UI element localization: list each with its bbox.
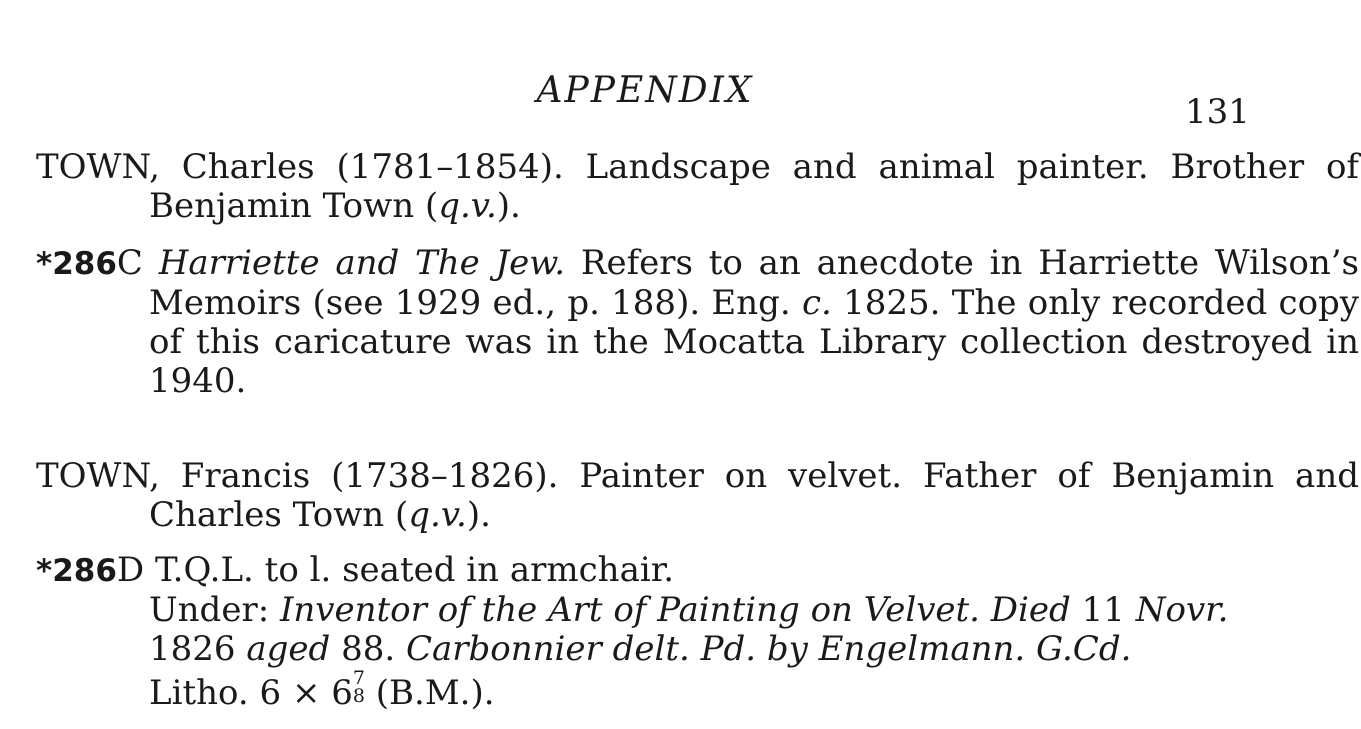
item-location: (B.M.).	[364, 673, 495, 713]
fraction-numerator: 7	[352, 667, 365, 689]
inscription-day: 11	[1070, 590, 1136, 630]
inscription-aged: aged	[246, 629, 331, 669]
item-description-tail: 1825. The only recorded copy of this caricature was in the Mocatta Library collection destroyed in 1940.	[149, 283, 1360, 401]
catalogue-item-286d	[36, 551, 1246, 713]
item-description: Refers to an anecdote in Harriette Wilson’s Memoirs (see 1929 ed., p. 188). Eng.	[149, 243, 1359, 323]
catalogue-number: *286	[36, 553, 117, 589]
artist-entry-francis-town	[36, 457, 1359, 535]
under-label: Under:	[149, 590, 280, 630]
inscription-month: Novr.	[1135, 590, 1229, 630]
item-first-line	[36, 551, 1246, 591]
artist-description: , Francis (1738–1826). Painter on velvet. Father of Benjamin and Charles Town (	[149, 456, 1359, 535]
inscription-age: 88.	[330, 629, 406, 669]
cross-reference: q.v.	[408, 495, 467, 535]
artist-description-tail: ).	[496, 186, 521, 226]
catalogue-item-286c	[36, 244, 1359, 401]
size-fraction	[353, 669, 365, 705]
inscription-text: Inventor of the Art of Painting on Velvet. Died	[279, 590, 1071, 630]
inscription-year: 1826	[149, 629, 247, 669]
item-inscription	[36, 591, 1246, 713]
artist-description: , Charles (1781–1854). Landscape and animal painter. Brother of Benjamin Town (	[149, 147, 1359, 226]
artist-surname: TOWN	[36, 147, 150, 187]
artist-description-tail: ).	[466, 495, 491, 535]
catalogue-suffix: D	[116, 550, 145, 590]
catalogue-suffix: C	[116, 243, 143, 283]
page-number: 131	[1185, 92, 1250, 132]
item-title: Harriette and The Jew.	[158, 243, 566, 283]
circa-abbrev: c.	[802, 283, 832, 323]
running-head-title: APPENDIX	[536, 70, 754, 111]
artist-surname: TOWN	[36, 456, 150, 496]
catalogue-number: *286	[36, 246, 117, 282]
fraction-denominator: 8	[352, 685, 365, 707]
medium-and-size: Litho. 6 × 6	[149, 673, 353, 713]
artist-entry-charles-town	[36, 148, 1359, 226]
item-description: T.Q.L. to l. seated in armchair.	[155, 550, 675, 590]
inscription-credits: Carbonnier delt. Pd. by Engelmann. G.Cd.	[405, 629, 1132, 669]
cross-reference: q.v.	[438, 186, 497, 226]
